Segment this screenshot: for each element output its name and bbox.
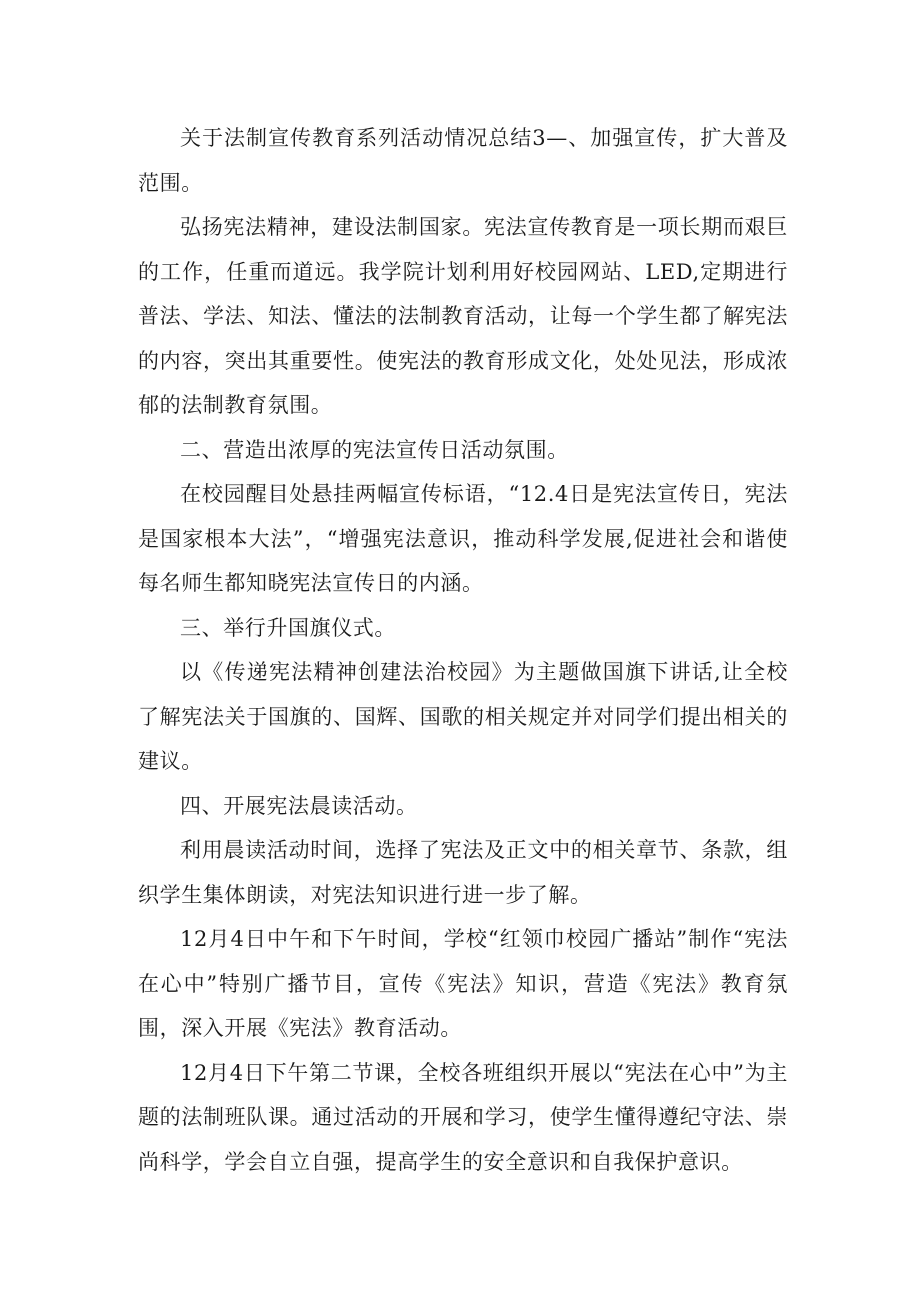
body-paragraph: 以《传递宪法精神创建法治校园》为主题做国旗下讲话,让全校了解宪法关于国旗的、国辉、国歌的相关规定并对同学们提出相关的建议。 [138,660,788,773]
body-paragraph: 在校园醒目处悬挂两幅宣传标语，“12.4日是宪法宣传日，宪法是国家根本大法”，“增强宪法意识，推动科学发展,促进社会和谐使每名师生都知晓宪法宣传日的内涵。 [138,482,788,595]
body-paragraph: 12月4日下午第二节课，全校各班组织开展以“宪法在心中”为主题的法制班队课。通过活动的开展和学习，使学生懂得遵纪守法、崇尚科学，学会自立自强，提高学生的安全意识和自我保护意识。 [138,1060,788,1174]
section-heading: 二、营造出浓厚的宪法宣传日活动氛围。 [180,437,569,462]
document-page [138,116,788,1184]
body-paragraph: 弘扬宪法精神，建设法制国家。宪法宣传教育是一项长期而艰巨的工作，任重而道远。我学院计划利用好校园网站、LED,定期进行普法、学法、知法、懂法的法制教育活动，让每一个学生都了解宪法的内容，突出其重要性。使宪法的教育形成文化，处处见法，形成浓郁的法制教育氛围。 [138,215,788,417]
title-paragraph: 关于法制宣传教育系列活动情况总结3—、加强宣传，扩大普及范围。 [138,126,788,195]
section-heading: 三、举行升国旗仪式。 [180,615,396,640]
body-paragraph: 利用晨读活动时间，选择了宪法及正文中的相关章节、条款，组织学生集体朗读，对宪法知识进行进一步了解。 [138,838,788,907]
section-heading: 四、开展宪法晨读活动。 [180,793,418,818]
body-paragraph: 12月4日中午和下午时间，学校“红领巾校园广播站”制作“宪法在心中”特别广播节目，宣传《宪法》知识，营造《宪法》教育氛围，深入开展《宪法》教育活动。 [138,927,788,1040]
